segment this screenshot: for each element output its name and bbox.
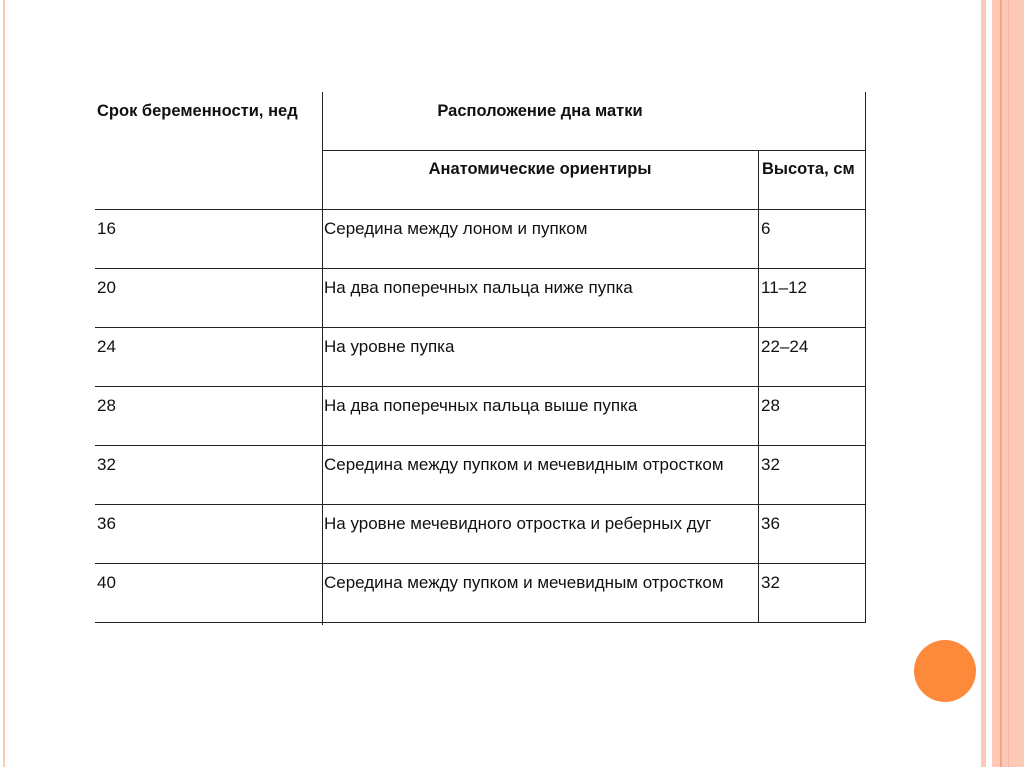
cell-landmark: На уровне пупка [324, 337, 455, 356]
cell-height: 32 [761, 455, 780, 474]
row-divider [95, 327, 866, 328]
row-divider [95, 445, 866, 446]
cell-week: 40 [97, 573, 116, 592]
column-divider [322, 92, 323, 625]
header-landmark: Анатомические ориентиры [428, 160, 652, 178]
cell-week: 32 [97, 455, 116, 474]
row-divider [95, 386, 866, 387]
header-group: Расположение дна матки [437, 102, 643, 120]
cell-height: 32 [761, 573, 780, 592]
cell-landmark: На два поперечных пальца ниже пупка [324, 278, 633, 297]
right-border-line [1008, 0, 1009, 767]
cell-week: 28 [97, 396, 116, 415]
cell-height: 22–24 [761, 337, 809, 356]
cell-week: 24 [97, 337, 116, 356]
right-border-stripe [981, 0, 986, 767]
header-height: Высота, см [762, 160, 855, 178]
cell-landmark: Середина между пупком и мечевидным отростком [324, 455, 724, 474]
row-divider [95, 504, 866, 505]
cell-week: 20 [97, 278, 116, 297]
cell-landmark: Середина между лоном и пупком [324, 219, 588, 238]
header-week: Срок беременности, нед [97, 102, 298, 120]
cell-landmark: Середина между пупком и мечевидным отростком [324, 573, 724, 592]
cell-week: 16 [97, 219, 116, 238]
cell-height: 28 [761, 396, 780, 415]
row-divider [322, 150, 866, 151]
column-divider [865, 92, 866, 622]
row-divider [95, 209, 866, 210]
row-divider [95, 563, 866, 564]
cell-height: 6 [761, 219, 771, 238]
cell-height: 36 [761, 514, 780, 533]
left-border-line [3, 0, 5, 767]
right-border-line [1000, 0, 1002, 767]
row-divider [95, 268, 866, 269]
cell-week: 36 [97, 514, 116, 533]
decorative-circle [914, 640, 976, 702]
cell-height: 11–12 [761, 278, 808, 297]
cell-landmark: На два поперечных пальца выше пупка [324, 396, 638, 415]
cell-landmark: На уровне мечевидного отростка и реберных дуг [324, 514, 712, 533]
table-bottom-border [95, 622, 866, 623]
